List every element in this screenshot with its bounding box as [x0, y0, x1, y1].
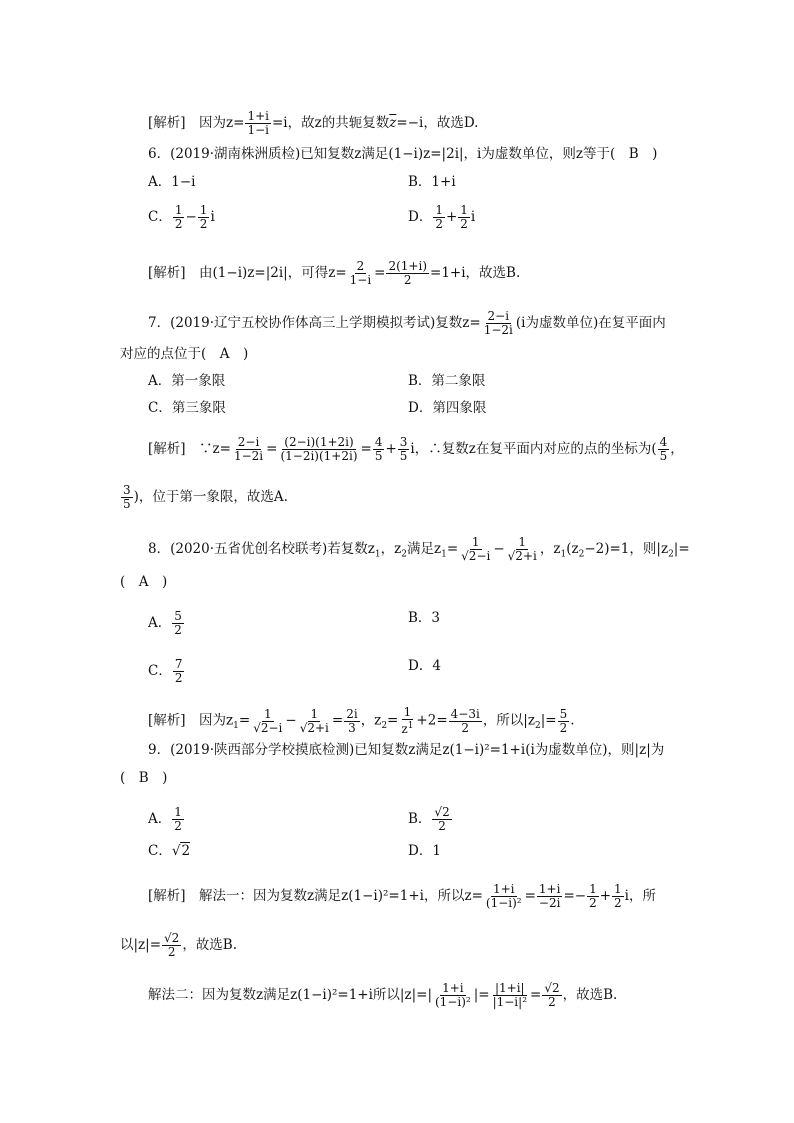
operator: = [266, 441, 278, 457]
option-label: A． [148, 811, 172, 827]
fraction [459, 536, 492, 563]
solution-5-line [148, 110, 478, 137]
operator: + [385, 441, 397, 457]
fraction-numerator: 1 [614, 882, 622, 896]
operator: = [530, 987, 542, 1003]
question-9-answer: ( B ) [120, 770, 168, 786]
operator: =− [563, 888, 587, 904]
punctuation: ， [670, 441, 684, 457]
fraction [432, 806, 451, 833]
fraction-numerator: 1 [589, 882, 597, 896]
option-label: A． [148, 615, 172, 631]
fraction [399, 706, 415, 736]
fraction-denominator: 2 [614, 896, 622, 910]
fraction-numerator: 2 [356, 259, 365, 273]
solution-text: =−i，故选D. [396, 115, 479, 131]
question-text: (z [566, 541, 579, 557]
fraction-denominator: 2 [589, 896, 597, 910]
operator: = [238, 712, 251, 729]
question-9-line1: 9．(2019·陕西部分学校摸底检测)已知复数z满足z(1−i)²=1+i(i为虚数单位)，则|z|为 [148, 742, 665, 758]
fraction-denominator: √2−i [253, 720, 283, 735]
solution-text: ，故选B. [182, 937, 238, 953]
fraction-numerator: 1+i [442, 981, 464, 995]
fraction [398, 436, 410, 463]
solution-text: ，∴复数z在复平面内对应的点的坐标为( [414, 441, 657, 457]
fraction [386, 260, 429, 287]
option-7a: A．第一象限 [148, 373, 226, 389]
fraction-numerator: 1 [435, 203, 443, 217]
question-7-line2: 对应的点位于( A ) [120, 346, 249, 362]
imag-unit: i [210, 209, 215, 225]
fraction-denominator: 2 [559, 720, 568, 735]
fraction [373, 436, 385, 463]
fraction [232, 436, 265, 463]
operator: = [360, 441, 372, 457]
fraction-numerator: √2 [544, 981, 560, 995]
subscript: 2 [401, 549, 407, 560]
solution-9-line2 [120, 932, 237, 959]
solution-text: [解析] ∵z= [148, 441, 231, 457]
subscript: 2 [668, 549, 674, 560]
fraction [198, 204, 210, 231]
fraction-numerator: 1 [403, 705, 412, 719]
question-text: 7．(2019·辽宁五校协作体高三上学期模拟考试)复数z= [148, 315, 481, 331]
subscript: 2 [534, 721, 541, 732]
question-text: ，z [380, 541, 402, 557]
fraction-denominator: 2 [167, 945, 176, 959]
fraction-denominator: (1−i)² [435, 995, 471, 1009]
conjugate-symbol: $\overline{z}$ [389, 115, 397, 131]
punctuation: . [570, 712, 575, 729]
solution-text: |= [473, 987, 490, 1003]
option-8a [148, 610, 185, 637]
fraction [506, 536, 539, 563]
option-label: B． [408, 811, 432, 827]
fraction-numerator: 1+i [492, 882, 515, 896]
fraction [537, 883, 563, 910]
operator: − [185, 209, 197, 225]
fraction-numerator: 1 [460, 203, 468, 217]
fraction-denominator: 5 [399, 449, 408, 463]
fraction [173, 658, 185, 685]
fraction [658, 436, 670, 463]
fraction-numerator: 1 [471, 535, 480, 549]
fraction-denominator: (1−i)² [485, 896, 522, 910]
question-8-answer: ( A ) [120, 574, 168, 590]
option-8b: B．3 [408, 610, 441, 626]
fraction-denominator: 2 [548, 995, 556, 1009]
fraction [484, 883, 524, 910]
fraction-denominator: 2 [435, 217, 443, 231]
fraction-denominator: (1−2i)(1+2i) [280, 449, 358, 463]
option-label: C． [148, 209, 172, 225]
punctuation: ) [133, 489, 139, 505]
solution-text: [解析] 由(1−i)z=|2i|，可得z= [148, 265, 347, 281]
fraction-numerator: 1 [310, 706, 319, 721]
fraction [172, 806, 184, 833]
fraction-numerator: 1+i [538, 882, 561, 896]
question-text: (i为虚数单位)在复平面内 [515, 315, 666, 331]
option-label: D． [408, 209, 433, 225]
fraction-numerator: 4 [659, 435, 668, 449]
question-7-line1 [148, 310, 666, 337]
subscript: 2 [578, 549, 585, 560]
option-7d: D．第四象限 [408, 400, 487, 416]
fraction-denominator: −2i [538, 896, 561, 910]
question-text: 满足z [406, 541, 442, 557]
question-8-line1 [148, 536, 690, 563]
fraction-numerator: 1 [174, 805, 182, 819]
fraction [162, 932, 181, 959]
operator: = [446, 541, 459, 557]
solution-text: ，z [360, 712, 382, 729]
solution-text: +2= [416, 712, 448, 729]
fraction-denominator: √2−i [461, 549, 491, 563]
operator: = [331, 712, 344, 729]
fraction [298, 708, 331, 735]
fraction-numerator: (2−i)(1+2i) [284, 435, 354, 449]
fraction-numerator: 1 [263, 706, 272, 721]
fraction-numerator: 5 [174, 609, 182, 623]
option-label: C． [148, 843, 172, 859]
option-6b: B．1+i [408, 174, 456, 190]
solution-6-line [148, 260, 520, 287]
solution-text: [解析] 因为z= [148, 115, 245, 131]
question-6: 6．(2019·湖南株洲质检)已知复数z满足(1−i)z=|2i|，i为虚数单位，则z等于( B ) [148, 146, 658, 162]
imag-unit: i [470, 209, 476, 225]
subscript: 1 [233, 721, 239, 732]
solution-text: |= [540, 712, 557, 729]
fraction-denominator: 2 [460, 217, 468, 231]
subscript: 1 [560, 549, 567, 560]
option-label: C． [148, 663, 172, 679]
operator: − [285, 712, 297, 729]
fraction [449, 708, 482, 735]
solution-text: [解析] 解法一：因为复数z满足z(1−i)²=1+i，所以z= [148, 888, 483, 904]
fraction-denominator: 2 [461, 720, 470, 735]
fraction-numerator: 3 [399, 435, 408, 449]
fraction-denominator: 1−2i [233, 449, 264, 463]
fraction-denominator: 1−i [349, 273, 372, 287]
fraction-denominator: √2+i [507, 549, 537, 563]
fraction-denominator: 2 [403, 273, 412, 287]
sqrt-symbol: √ [171, 843, 181, 859]
operator: = [524, 888, 536, 904]
solution-7-line2 [120, 484, 288, 511]
option-6a: A．1−i [148, 174, 196, 190]
question-text: ，z [539, 541, 561, 557]
fraction-denominator: 2 [174, 819, 182, 833]
fraction [172, 610, 184, 637]
option-8c [148, 658, 185, 685]
solution-text: 解法二：因为复数z满足z(1−i)²=1+i所以|z|=| [148, 987, 432, 1003]
question-text: −2)=1，则|z [584, 541, 669, 557]
fraction [245, 110, 271, 137]
fraction [121, 484, 133, 511]
fraction [558, 708, 570, 735]
fraction-denominator: 2 [174, 217, 183, 231]
subscript: 1 [374, 549, 381, 560]
fraction-numerator: 7 [174, 657, 183, 671]
fraction [482, 310, 515, 337]
option-8d: D．4 [408, 658, 441, 674]
fraction-numerator: 2i [346, 706, 358, 721]
operator: − [493, 541, 505, 557]
fraction-denominator: √2+i [299, 720, 329, 735]
fraction [433, 982, 473, 1009]
fraction-numerator: √2 [164, 931, 180, 945]
fraction-numerator: 4 [374, 435, 383, 449]
radicand: 2 [181, 843, 191, 859]
fraction-denominator-text: z [401, 722, 408, 736]
solution-text: ，所以|z [482, 712, 535, 729]
solution-9-line1 [148, 883, 656, 910]
solution-text: =1+i，故选B. [430, 265, 521, 281]
option-9c [148, 843, 190, 859]
solution-text: [解析] 因为z [148, 712, 234, 729]
operator: = [374, 265, 386, 281]
fraction-denominator [399, 720, 415, 736]
fraction-denominator: 2 [174, 623, 182, 637]
fraction-numerator: 2−i [237, 435, 260, 449]
imag-unit: i [410, 441, 415, 457]
option-7c: C．第三象限 [148, 400, 226, 416]
question-text: |= [673, 541, 690, 557]
solution-7-line1 [148, 436, 684, 463]
fraction-denominator: |1−i|² [492, 995, 528, 1009]
fraction [491, 982, 529, 1009]
imag-unit: i [624, 888, 629, 904]
fraction-denominator: 2 [174, 671, 183, 685]
solution-text: ，位于第一象限，故选A. [138, 489, 288, 505]
question-text: 8．(2020·五省优创名校联考)若复数z [148, 541, 375, 557]
fraction-denominator: 2 [199, 217, 208, 231]
option-6c [148, 204, 215, 231]
fraction-denominator: 1−i [247, 123, 269, 137]
fraction-denominator: 2 [438, 819, 446, 833]
operator: + [599, 888, 612, 904]
subscript: 2 [381, 721, 388, 732]
fraction [433, 204, 445, 231]
option-6d [408, 204, 475, 231]
operator: + [445, 209, 458, 225]
fraction-numerator: 2−i [487, 309, 510, 323]
fraction [612, 883, 624, 910]
fraction-numerator: 4−3i [450, 706, 480, 721]
fraction-denominator: 5 [374, 449, 383, 463]
solution-8-line [148, 706, 575, 736]
fraction-numerator: 2(1+i) [388, 259, 428, 273]
solution-9-method2 [148, 982, 617, 1009]
fraction [344, 708, 359, 735]
fraction [251, 708, 284, 735]
fraction-numerator: 5 [559, 706, 568, 721]
fraction-denominator: 3 [348, 720, 356, 735]
fraction-denominator: 1−2i [483, 323, 513, 337]
solution-text: =i，故z的共轭复数 [272, 115, 390, 131]
fraction-numerator: √2 [434, 805, 450, 819]
fraction-numerator: 1 [174, 203, 183, 217]
subscript: 1 [441, 549, 447, 560]
fraction-denominator: 5 [659, 449, 668, 463]
option-9a [148, 806, 185, 833]
fraction-numerator: 1 [199, 203, 208, 217]
fraction-numerator: |1+i| [494, 981, 525, 995]
solution-text: 以|z|= [120, 937, 162, 953]
fraction [173, 204, 185, 231]
fraction [458, 204, 470, 231]
fraction-denominator: 5 [123, 497, 131, 511]
option-7b: B．第二象限 [408, 373, 486, 389]
solution-text: ，故选B. [562, 987, 618, 1003]
operator: = [387, 712, 399, 729]
fraction [587, 883, 599, 910]
superscript: 1 [407, 721, 414, 731]
fraction-numerator: 1+i [247, 109, 269, 123]
fraction-numerator: 3 [123, 483, 131, 497]
fraction-numerator: 1 [518, 535, 527, 549]
solution-text: ，所 [628, 888, 656, 904]
fraction [542, 982, 561, 1009]
fraction [278, 436, 359, 463]
option-9b [408, 806, 453, 833]
fraction [348, 260, 374, 287]
option-9d: D．1 [408, 843, 441, 859]
